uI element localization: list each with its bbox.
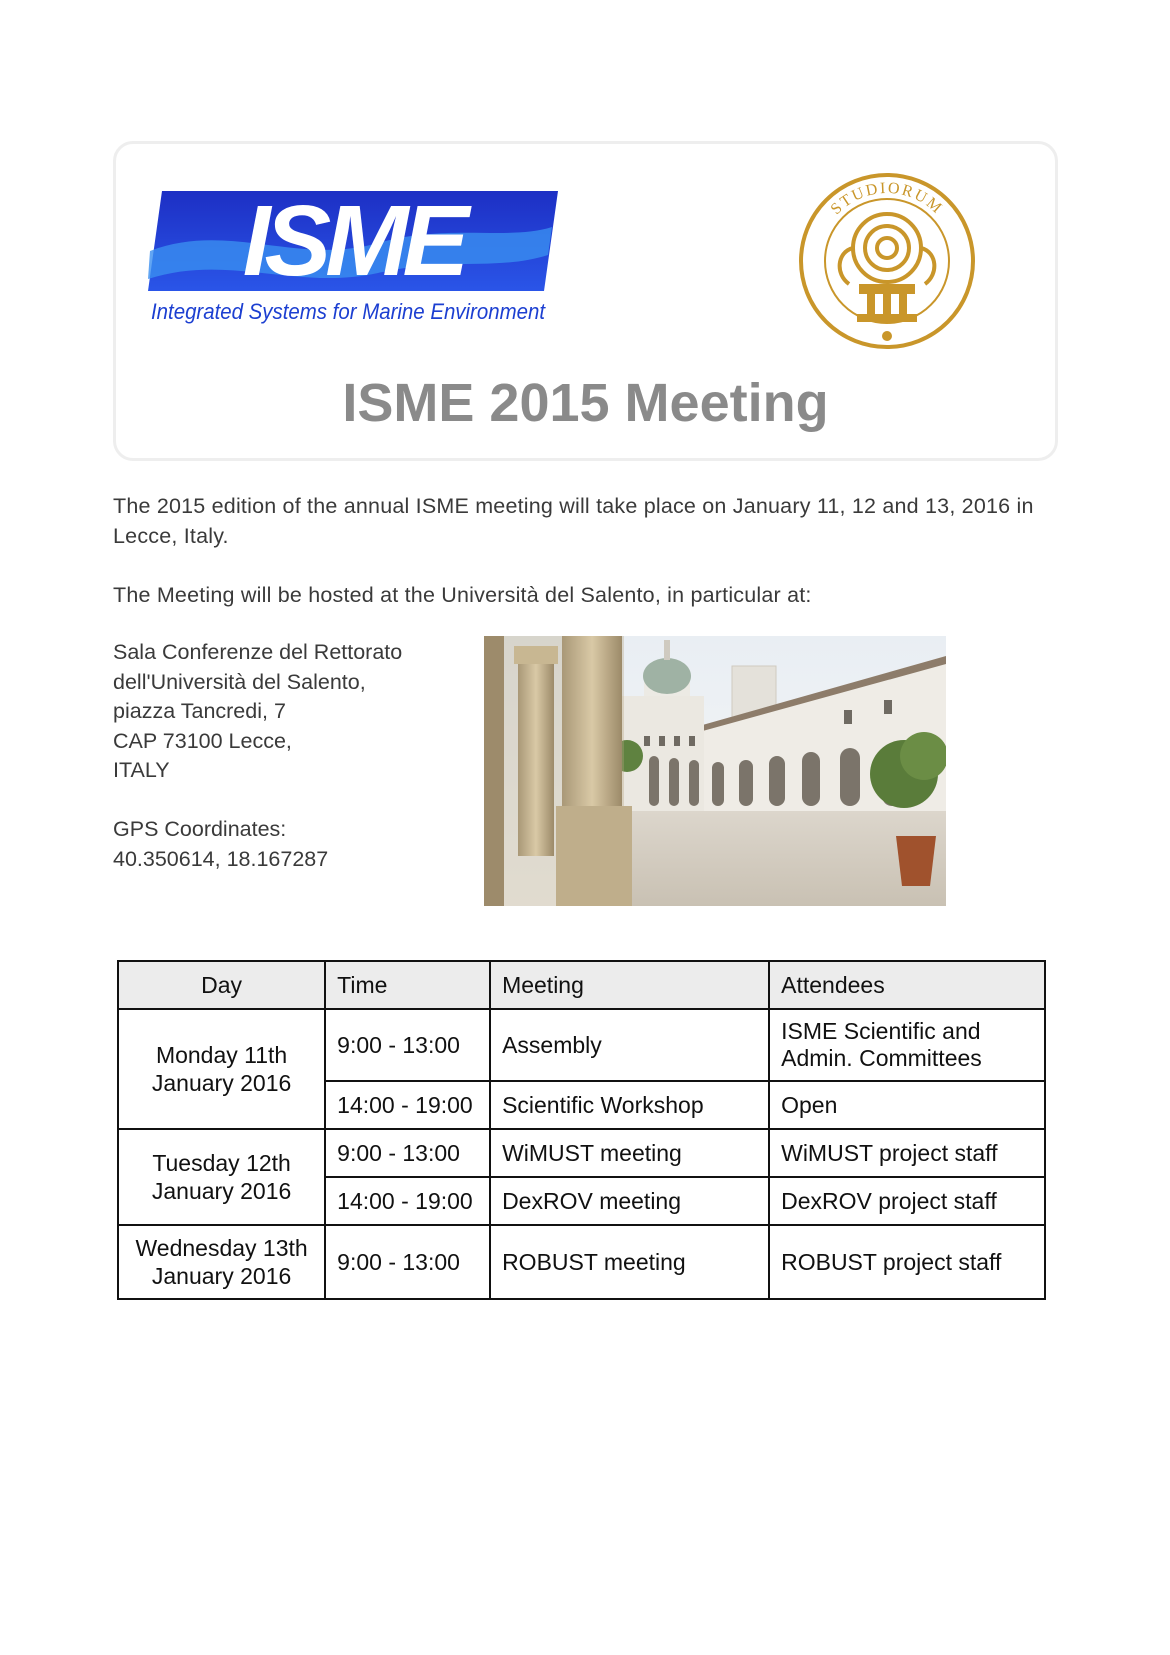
attendees-cell: WiMUST project staff — [769, 1129, 1045, 1177]
table-row — [118, 1009, 1045, 1081]
meeting-cell: Assembly — [490, 1009, 769, 1081]
venue-photo — [484, 636, 946, 906]
meeting-cell: Scientific Workshop — [490, 1081, 769, 1129]
column-header-time: Time — [325, 961, 490, 1009]
schedule-table — [117, 960, 1046, 1300]
address-line: piazza Tancredi, 7 — [113, 699, 286, 723]
address-line: dell'Università del Salento, — [113, 669, 366, 694]
university-seal — [797, 156, 977, 366]
table-row — [118, 1129, 1045, 1177]
column-header-meeting: Meeting — [490, 961, 769, 1009]
header-banner — [113, 141, 1058, 461]
time-cell: 14:00 - 19:00 — [325, 1081, 490, 1129]
address-line: ITALY — [113, 758, 170, 782]
time-cell: 14:00 - 19:00 — [325, 1177, 490, 1225]
day-cell: Monday 11th January 2016 — [118, 1009, 325, 1129]
venue-address — [113, 638, 402, 874]
column-header-day: Day — [118, 961, 325, 1009]
time-cell: 9:00 - 13:00 — [325, 1225, 490, 1299]
column-header-attendees: Attendees — [769, 961, 1045, 1009]
svg-text:STUDIORUM: STUDIORUM — [827, 179, 947, 219]
logo-tagline: Integrated Systems for Marine Environment — [151, 299, 546, 324]
gps-value: 40.350614, 18.167287 — [113, 846, 329, 871]
hosted-paragraph: The Meeting will be hosted at the Università del Salento, in particular at: — [113, 583, 812, 607]
table-row — [118, 1225, 1045, 1299]
address-line: Sala Conferenze del Rettorato — [113, 640, 403, 664]
attendees-cell: Open — [769, 1081, 1045, 1129]
gps-label: GPS Coordinates: — [113, 817, 287, 841]
attendees-cell: DexROV project staff — [769, 1177, 1045, 1225]
intro-paragraph: The 2015 edition of the annual ISME meeting will take place on January 11, 12 and 13, 2016 in Lecce, Italy. — [113, 494, 1034, 548]
day-cell: Tuesday 12th January 2016 — [118, 1129, 325, 1225]
attendees-cell: ISME Scientific and Admin. Committees — [769, 1009, 1045, 1081]
meeting-cell: DexROV meeting — [490, 1177, 769, 1225]
time-cell: 9:00 - 13:00 — [325, 1009, 490, 1081]
meeting-cell: WiMUST meeting — [490, 1129, 769, 1177]
svg-text:ISME: ISME — [242, 191, 464, 297]
meeting-cell: ROBUST meeting — [490, 1225, 769, 1299]
table-header-row — [118, 961, 1045, 1009]
day-cell: Wednesday 13th January 2016 — [118, 1225, 325, 1299]
isme-logo — [148, 191, 558, 329]
time-cell: 9:00 - 13:00 — [325, 1129, 490, 1177]
attendees-cell: ROBUST project staff — [769, 1225, 1045, 1299]
banner-title: ISME 2015 Meeting — [342, 373, 829, 433]
address-line: CAP 73100 Lecce, — [113, 728, 292, 753]
